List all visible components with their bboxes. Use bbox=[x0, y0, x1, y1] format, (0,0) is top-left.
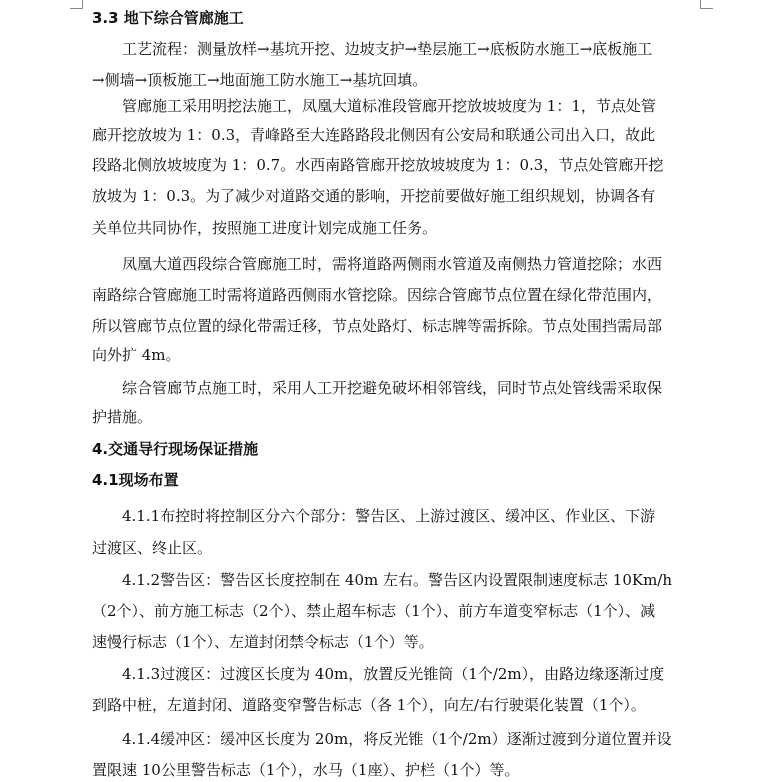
paragraph-line: 段路北侧放坡坡度为 1：0.7。水西南路管廊开挖放坡坡度为 1：0.3，节点处管廊开挖 bbox=[92, 156, 664, 174]
page-corner-mark-left bbox=[70, 0, 83, 9]
paragraph-line: 4.1.2警告区：警告区长度控制在 40m 左右。警告区内设置限制速度标志 10Km/h bbox=[122, 571, 673, 589]
paragraph-line: 4.1.3过渡区：过渡区长度为 40m，放置反光锥筒（1个/2m），由路边缘逐渐过度 bbox=[122, 665, 665, 683]
section-heading: 3.3 地下综合管廊施工 bbox=[92, 9, 244, 27]
paragraph-line: 关单位共同协作，按照施工进度计划完成施工任务。 bbox=[92, 219, 438, 237]
paragraph-line: 管廊施工采用明挖法施工，凤凰大道标准段管廊开挖放坡坡度为 1：1，节点处管 bbox=[122, 97, 656, 115]
paragraph-line: 综合管廊节点施工时，采用人工开挖避免破坏相邻管线，同时节点处管线需采取保 bbox=[122, 379, 663, 397]
paragraph-line: 速慢行标志（1个）、左道封闭禁令标志（1个）等。 bbox=[92, 633, 434, 651]
paragraph-line: 过渡区、终止区。 bbox=[92, 539, 213, 557]
paragraph-line: 4.1.4缓冲区：缓冲区长度为 20m，将反光锥（1个/2m）逐渐过渡到分道位置并设 bbox=[122, 730, 672, 748]
paragraph-line: 工艺流程：测量放样→基坑开挖、边坡支护→垫层施工→底板防水施工→底板施工 bbox=[122, 40, 653, 58]
paragraph-line: 护措施。 bbox=[92, 408, 153, 426]
paragraph-line: 到路中桩，左道封闭、道路变窄警告标志（各 1个），向左/右行驶渠化装置（1个）。 bbox=[92, 696, 646, 714]
section-heading: 4.交通导行现场保证措施 bbox=[92, 440, 259, 458]
paragraph-line: 南路综合管廊施工时需将道路西侧雨水管挖除。因综合管廊节点位置在绿化带范围内， bbox=[92, 286, 663, 304]
paragraph-line: 置限速 10公里警告标志（1个），水马（1座）、护栏（1个）等。 bbox=[92, 761, 520, 779]
page-corner-mark-right bbox=[700, 0, 713, 9]
paragraph-line: 向外扩 4m。 bbox=[92, 346, 181, 364]
paragraph-line: →侧墙→顶板施工→地面施工防水施工→基坑回填。 bbox=[92, 71, 428, 89]
subsection-heading: 4.1现场布置 bbox=[92, 471, 179, 489]
paragraph-line: 所以管廊节点位置的绿化带需迁移，节点处路灯、标志牌等需拆除。节点处围挡需局部 bbox=[92, 317, 663, 335]
paragraph-line: （2个）、前方施工标志（2个）、禁止超车标志（1个）、前方车道变窄标志（1个）、减 bbox=[92, 602, 656, 620]
paragraph-line: 4.1.1布控时将控制区分六个部分：警告区、上游过渡区、缓冲区、作业区、下游 bbox=[122, 507, 656, 525]
paragraph-line: 凤凰大道西段综合管廊施工时，需将道路两侧雨水管道及南侧热力管道挖除；水西 bbox=[122, 255, 663, 273]
paragraph-line: 放坡为 1：0.3。为了减少对道路交通的影响，开挖前要做好施工组织规划，协调各有 bbox=[92, 187, 656, 205]
paragraph-line: 廊开挖放坡为 1：0.3，青峰路至大连路路段北侧因有公安局和联通公司出入口，故此 bbox=[92, 126, 656, 144]
